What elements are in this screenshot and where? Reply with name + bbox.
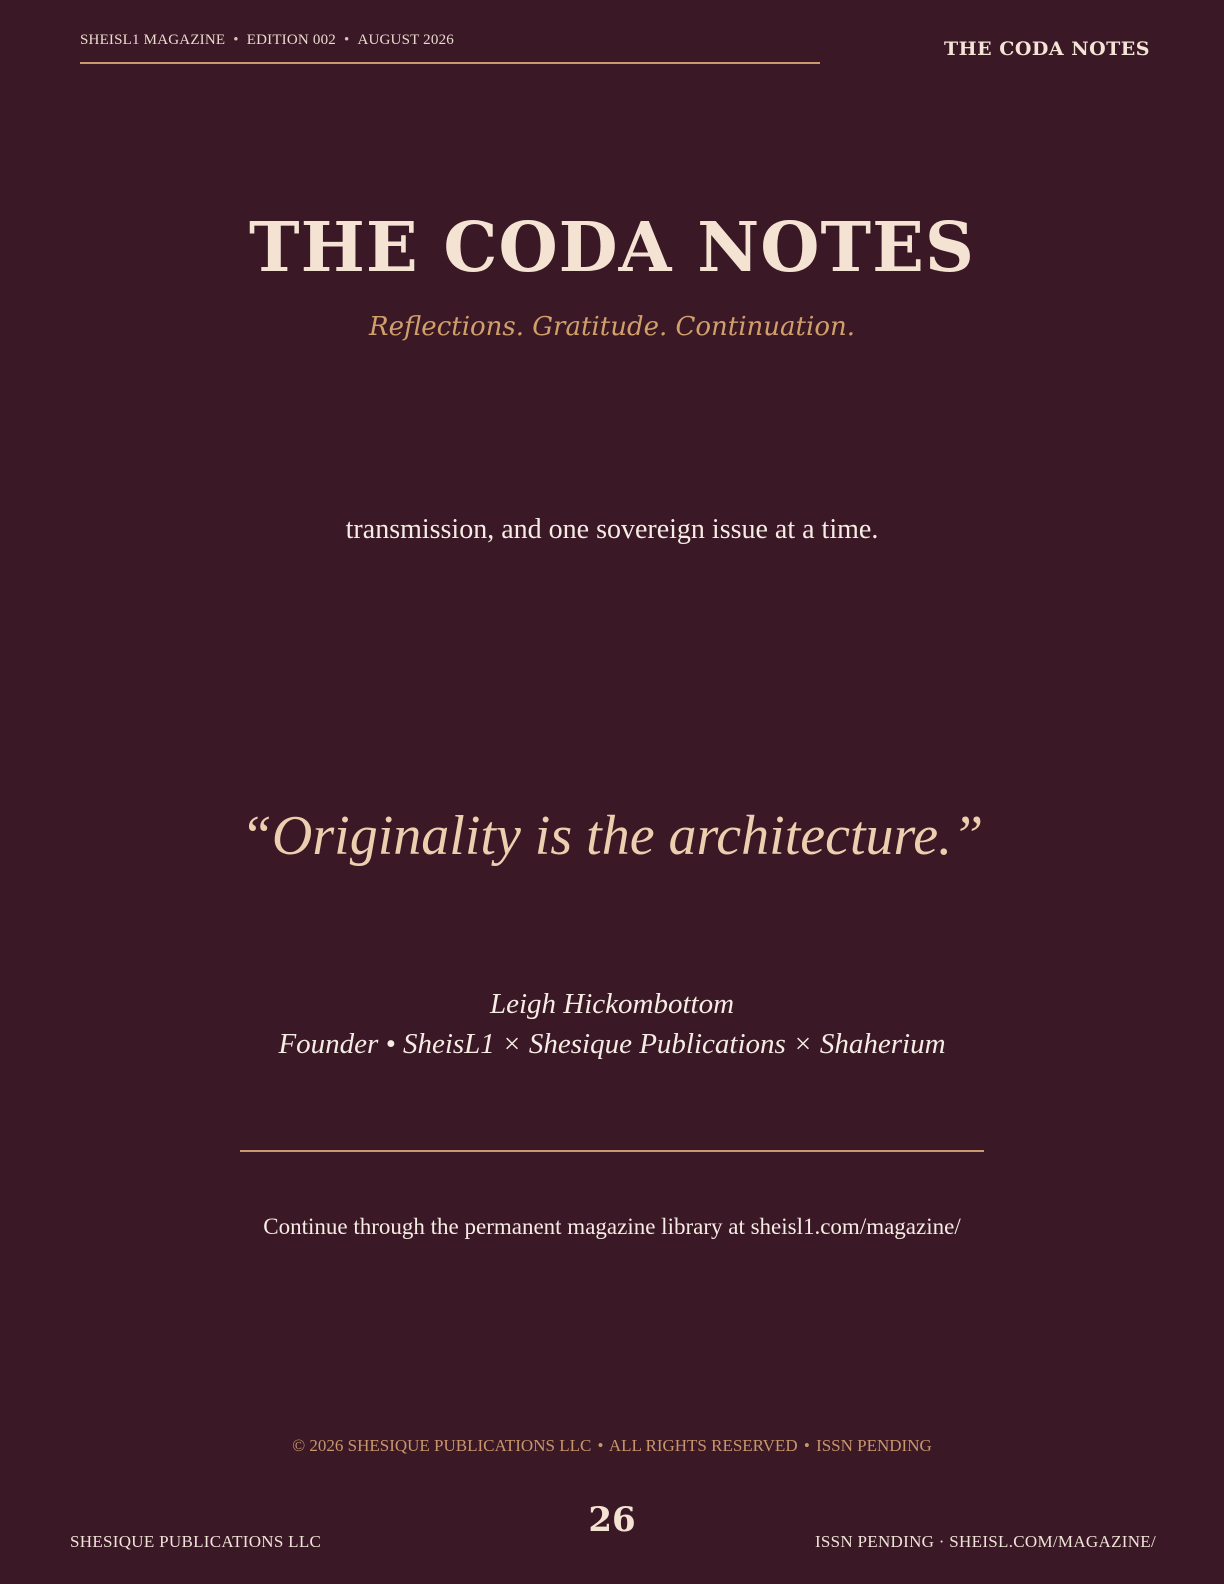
copyright-separator: • [803,1436,810,1455]
byline [0,984,1224,1064]
page-subtitle: Reflections. Gratitude. Continuation. [369,312,855,342]
running-head-separator: • [233,32,239,48]
running-head [80,32,820,49]
rights-reserved: ALL RIGHTS RESERVED [608,1436,798,1455]
running-head-rule [80,62,820,64]
copyright-line [0,1436,1224,1456]
library-note: Continue through the permanent magazine library at sheisl1.com/magazine/ [263,1214,961,1239]
section-divider [240,1150,984,1152]
footer-issn-url: ISSN PENDING · SHEISL.COM/MAGAZINE/ [814,1532,1156,1551]
page-number: 26 [588,1500,636,1540]
copyright-notice: © 2026 SHESIQUE PUBLICATIONS LLC [292,1436,592,1455]
page-title: THE CODA NOTES [248,208,976,288]
byline-role: Founder • SheisL1 × Shesique Publications × Shaherium [278,1028,946,1060]
body-text: transmission, and one sovereign issue at a time. [345,514,879,545]
pull-quote: “Originality is the architecture.” [240,805,984,867]
footer-publisher: SHESIQUE PUBLICATIONS LLC [70,1532,322,1551]
issn-status: ISSN PENDING [816,1436,932,1455]
copyright-separator: • [597,1436,604,1455]
edition-date: AUGUST 2026 [357,32,454,48]
section-tag: THE CODA NOTES [944,38,1150,60]
byline-name: Leigh Hickombottom [489,988,735,1020]
publication-name: SHEISL1 MAGAZINE [80,32,226,48]
running-head-separator: • [344,32,350,48]
edition-number: EDITION 002 [246,32,336,48]
